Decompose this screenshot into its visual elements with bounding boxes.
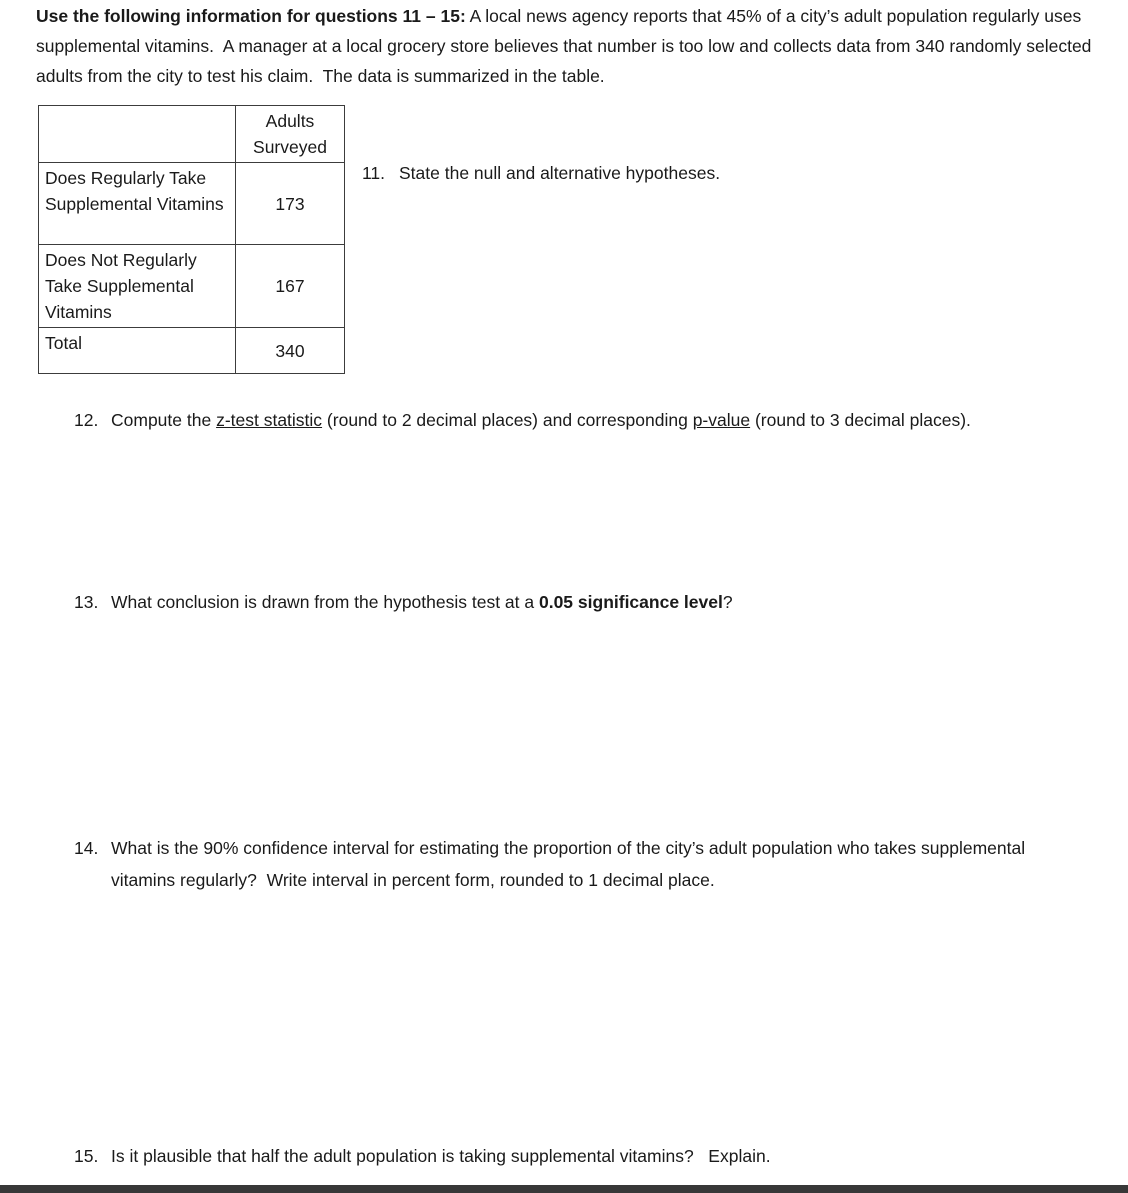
table-header-row bbox=[39, 106, 345, 163]
question-12-text bbox=[111, 404, 971, 436]
question-14-text: What is the 90% confidence interval for estimating the proportion of the city’s adult population who takes supplemental vitamins regularly? Write interval in percent form, rounded to 1 decimal place. bbox=[111, 838, 1030, 890]
question-11 bbox=[362, 157, 720, 189]
row-label-does-not-regularly: Does Not Regularly Take Supplemental Vitamins bbox=[39, 245, 236, 328]
question-15-text: Is it plausible that half the adult population is taking supplemental vitamins? Explain. bbox=[111, 1146, 771, 1166]
question-12-seg3: (round to 3 decimal places). bbox=[750, 410, 971, 430]
question-12-seg1: Compute the bbox=[111, 410, 217, 430]
question-13-seg2: ? bbox=[722, 592, 733, 612]
question-12 bbox=[74, 404, 1114, 436]
row-value-does-not-regularly: 167 bbox=[236, 245, 345, 328]
row-value-does-regularly: 173 bbox=[236, 163, 345, 245]
question-15-number: 15. bbox=[74, 1146, 99, 1166]
question-14-number: 14. bbox=[74, 838, 99, 858]
intro-body-text: A local news agency reports that 45% of a city’s adult population regularly uses supplemental vitamins. A manager at a local grocery store believes that number is too low and collects data from 340 randomly selected adults from the city to test his claim. The data is summarized in the table. bbox=[36, 6, 1097, 86]
page-bottom-border bbox=[0, 1185, 1128, 1193]
row-value-total: 340 bbox=[236, 328, 345, 374]
question-13 bbox=[74, 586, 1114, 618]
question-12-seg2: (round to 2 decimal places) and corresponding bbox=[322, 410, 693, 430]
row-label-total: Total bbox=[39, 328, 236, 374]
row-label-does-regularly: Does Regularly Take Supplemental Vitamins bbox=[39, 163, 236, 245]
question-12-number: 12. bbox=[74, 410, 99, 430]
question-12-underline-pvalue: p-value bbox=[692, 410, 751, 430]
table-row bbox=[39, 328, 345, 374]
question-11-text: State the null and alternative hypotheses. bbox=[399, 163, 721, 183]
question-13-number: 13. bbox=[74, 592, 99, 612]
question-13-seg1: What conclusion is drawn from the hypothesis test at a bbox=[111, 592, 539, 612]
table-row bbox=[39, 163, 345, 245]
question-13-text bbox=[111, 586, 733, 618]
intro-paragraph bbox=[36, 1, 1102, 91]
question-11-number: 11. bbox=[362, 163, 386, 183]
question-12-underline-ztest: z-test statistic bbox=[216, 410, 323, 430]
table-corner-cell bbox=[39, 106, 236, 163]
table-row bbox=[39, 245, 345, 328]
question-13-bold-significance: 0.05 significance level bbox=[538, 592, 723, 612]
table-header-adults-surveyed: Adults Surveyed bbox=[236, 106, 345, 163]
survey-data-table bbox=[38, 105, 345, 374]
intro-bold-lead: Use the following information for questions 11 – 15: bbox=[36, 6, 466, 26]
question-15 bbox=[74, 1140, 1114, 1172]
question-14 bbox=[74, 832, 1074, 896]
